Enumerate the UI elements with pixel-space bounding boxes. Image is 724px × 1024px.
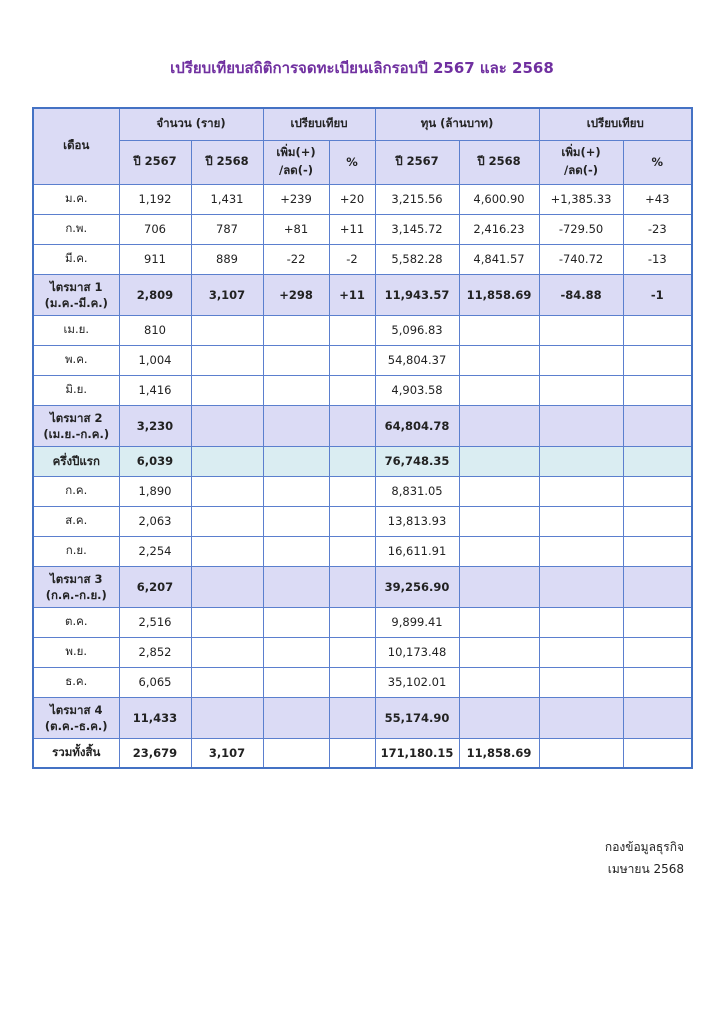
cell-kdiff [539, 375, 623, 405]
table-row [33, 184, 692, 214]
row-label: ก.พ. [33, 214, 119, 244]
row-label: ต.ค. [33, 607, 119, 637]
footer [605, 836, 684, 880]
cell-kdiff [539, 405, 623, 446]
cell-cdiff [263, 375, 329, 405]
cell-k67: 171,180.15 [375, 738, 459, 768]
cell-kpct: -13 [623, 244, 692, 274]
cell-k68 [459, 315, 539, 345]
cell-cdiff [263, 536, 329, 566]
cell-k68 [459, 446, 539, 476]
cell-cdiff [263, 405, 329, 446]
row-label: ส.ค. [33, 506, 119, 536]
header-capital-compare: เปรียบเทียบ [539, 108, 692, 140]
cell-kdiff [539, 697, 623, 738]
cell-cpct: -2 [329, 244, 375, 274]
change-line2: /ลด(-) [279, 163, 314, 177]
cell-c68 [191, 566, 263, 607]
cell-c68 [191, 446, 263, 476]
cell-c67: 1,192 [119, 184, 191, 214]
row-label: มิ.ย. [33, 375, 119, 405]
cell-cdiff [263, 506, 329, 536]
cell-cpct [329, 667, 375, 697]
cell-cpct [329, 476, 375, 506]
cell-cdiff [263, 607, 329, 637]
table-row [33, 214, 692, 244]
row-label-sub: (ก.ค.-ก.ย.) [45, 587, 107, 602]
cell-c67: 2,063 [119, 506, 191, 536]
cell-kdiff [539, 738, 623, 768]
header-month: เดือน [33, 108, 119, 184]
cell-kdiff [539, 345, 623, 375]
cell-cdiff [263, 566, 329, 607]
cell-k68 [459, 536, 539, 566]
quarter-row [33, 405, 692, 446]
cell-k68: 4,600.90 [459, 184, 539, 214]
cell-kpct [623, 476, 692, 506]
cell-cpct [329, 315, 375, 345]
cell-c67: 706 [119, 214, 191, 244]
row-label-main: ไตรมาส 1 [50, 279, 103, 294]
half-row [33, 446, 692, 476]
cell-k67: 4,903.58 [375, 375, 459, 405]
cell-cpct: +20 [329, 184, 375, 214]
row-label: มี.ค. [33, 244, 119, 274]
cell-c67: 2,516 [119, 607, 191, 637]
cell-kdiff [539, 536, 623, 566]
cell-c67: 1,004 [119, 345, 191, 375]
cell-kpct [623, 667, 692, 697]
cell-cdiff: -22 [263, 244, 329, 274]
cell-kpct [623, 607, 692, 637]
row-label-sub: (ต.ค.-ธ.ค.) [44, 718, 108, 733]
cell-kpct: -1 [623, 274, 692, 315]
row-label: ก.ย. [33, 536, 119, 566]
cell-c67: 911 [119, 244, 191, 274]
cell-kpct [623, 315, 692, 345]
cell-k67: 3,215.56 [375, 184, 459, 214]
cell-c68 [191, 315, 263, 345]
cell-kpct: +43 [623, 184, 692, 214]
cell-kpct [623, 536, 692, 566]
row-label [33, 566, 119, 607]
cell-k67: 11,943.57 [375, 274, 459, 315]
cell-kdiff [539, 476, 623, 506]
cell-k67: 5,096.83 [375, 315, 459, 345]
row-label: ครึ่งปีแรก [33, 446, 119, 476]
header-capital-year-2567: ปี 2567 [375, 140, 459, 184]
cell-c68: 3,107 [191, 738, 263, 768]
page-title: เปรียบเทียบสถิติการจดทะเบียนเลิกรอบปี 2567 และ 2568 [170, 59, 554, 77]
row-label [33, 405, 119, 446]
cell-cpct [329, 536, 375, 566]
table-body [33, 184, 692, 768]
table-row [33, 667, 692, 697]
row-label: รวมทั้งสิ้น [33, 738, 119, 768]
cell-cdiff [263, 637, 329, 667]
cell-cdiff [263, 345, 329, 375]
cell-c68 [191, 697, 263, 738]
cell-cpct [329, 637, 375, 667]
header-count-group: จำนวน (ราย) [119, 108, 263, 140]
cell-c67: 6,065 [119, 667, 191, 697]
cell-cdiff [263, 667, 329, 697]
table-row [33, 244, 692, 274]
cell-k67: 76,748.35 [375, 446, 459, 476]
cell-k68 [459, 476, 539, 506]
row-label: ม.ค. [33, 184, 119, 214]
table-row [33, 506, 692, 536]
cell-kdiff [539, 607, 623, 637]
cell-kdiff [539, 446, 623, 476]
cell-k68: 2,416.23 [459, 214, 539, 244]
cell-kdiff: +1,385.33 [539, 184, 623, 214]
cell-kdiff [539, 315, 623, 345]
cell-c67: 11,433 [119, 697, 191, 738]
footer-date: เมษายน 2568 [607, 862, 684, 876]
cell-c67: 1,416 [119, 375, 191, 405]
cell-c68 [191, 375, 263, 405]
header-capital-change [539, 140, 623, 184]
total-row [33, 738, 692, 768]
cell-c67: 3,230 [119, 405, 191, 446]
cell-kpct [623, 637, 692, 667]
table-row [33, 476, 692, 506]
cell-k68 [459, 345, 539, 375]
cell-k67: 8,831.05 [375, 476, 459, 506]
cell-k67: 35,102.01 [375, 667, 459, 697]
cell-k68: 4,841.57 [459, 244, 539, 274]
cell-k67: 16,611.91 [375, 536, 459, 566]
row-label: เม.ย. [33, 315, 119, 345]
cell-cpct: +11 [329, 214, 375, 244]
cell-k67: 5,582.28 [375, 244, 459, 274]
cell-kdiff [539, 506, 623, 536]
cell-k67: 10,173.48 [375, 637, 459, 667]
cell-k68 [459, 607, 539, 637]
cell-cdiff: +239 [263, 184, 329, 214]
cell-c68 [191, 607, 263, 637]
row-label [33, 274, 119, 315]
row-label: ก.ค. [33, 476, 119, 506]
cell-k68 [459, 697, 539, 738]
cell-k68 [459, 405, 539, 446]
cell-cpct [329, 345, 375, 375]
cell-cpct: +11 [329, 274, 375, 315]
header-count-year-2567: ปี 2567 [119, 140, 191, 184]
cell-c68 [191, 506, 263, 536]
statistics-table [32, 107, 693, 769]
cell-k67: 54,804.37 [375, 345, 459, 375]
cell-c68 [191, 476, 263, 506]
header-capital-year-2568: ปี 2568 [459, 140, 539, 184]
quarter-row [33, 274, 692, 315]
cell-k67: 9,899.41 [375, 607, 459, 637]
row-label: พ.ค. [33, 345, 119, 375]
cell-k67: 13,813.93 [375, 506, 459, 536]
table-row [33, 345, 692, 375]
cell-c68 [191, 667, 263, 697]
cell-k67: 39,256.90 [375, 566, 459, 607]
cell-k68: 11,858.69 [459, 738, 539, 768]
row-label-sub: (เม.ย.-ก.ค.) [43, 426, 110, 441]
table-row [33, 315, 692, 345]
cell-cdiff [263, 315, 329, 345]
cell-c68: 3,107 [191, 274, 263, 315]
cell-c68: 1,431 [191, 184, 263, 214]
cell-c68 [191, 536, 263, 566]
cell-cpct [329, 566, 375, 607]
cell-cdiff [263, 697, 329, 738]
cell-kdiff: -84.88 [539, 274, 623, 315]
quarter-row [33, 697, 692, 738]
row-label: พ.ย. [33, 637, 119, 667]
header-capital-pct: % [623, 140, 692, 184]
cell-kpct [623, 738, 692, 768]
cell-c67: 2,254 [119, 536, 191, 566]
cell-kpct [623, 345, 692, 375]
cell-cpct [329, 697, 375, 738]
header-count-compare: เปรียบเทียบ [263, 108, 375, 140]
change-line1: เพิ่ม(+) [561, 145, 601, 159]
table-row [33, 375, 692, 405]
cell-k68 [459, 506, 539, 536]
cell-cdiff [263, 738, 329, 768]
table-row [33, 536, 692, 566]
quarter-row [33, 566, 692, 607]
table-row [33, 607, 692, 637]
cell-cpct [329, 375, 375, 405]
cell-c67: 6,039 [119, 446, 191, 476]
cell-kpct [623, 566, 692, 607]
cell-kpct [623, 697, 692, 738]
row-label: ธ.ค. [33, 667, 119, 697]
cell-cpct [329, 607, 375, 637]
change-line2: /ลด(-) [564, 163, 599, 177]
cell-cdiff: +81 [263, 214, 329, 244]
cell-kdiff: -740.72 [539, 244, 623, 274]
cell-c67: 23,679 [119, 738, 191, 768]
cell-kpct [623, 405, 692, 446]
cell-k67: 64,804.78 [375, 405, 459, 446]
cell-cpct [329, 405, 375, 446]
cell-kpct [623, 446, 692, 476]
cell-k67: 3,145.72 [375, 214, 459, 244]
cell-kdiff: -729.50 [539, 214, 623, 244]
cell-c68 [191, 637, 263, 667]
cell-cpct [329, 506, 375, 536]
cell-c67: 2,852 [119, 637, 191, 667]
cell-kdiff [539, 637, 623, 667]
cell-c67: 2,809 [119, 274, 191, 315]
cell-k68 [459, 566, 539, 607]
cell-cdiff: +298 [263, 274, 329, 315]
header-count-year-2568: ปี 2568 [191, 140, 263, 184]
change-line1: เพิ่ม(+) [276, 145, 316, 159]
cell-c68 [191, 345, 263, 375]
cell-k68 [459, 637, 539, 667]
footer-department: กองข้อมูลธุรกิจ [604, 840, 684, 854]
cell-k68: 11,858.69 [459, 274, 539, 315]
cell-c68: 889 [191, 244, 263, 274]
cell-cdiff [263, 446, 329, 476]
row-label-main: ไตรมาส 3 [50, 571, 103, 586]
cell-k67: 55,174.90 [375, 697, 459, 738]
cell-kdiff [539, 667, 623, 697]
cell-kdiff [539, 566, 623, 607]
row-label-main: ไตรมาส 4 [50, 702, 103, 717]
cell-k68 [459, 375, 539, 405]
cell-cpct [329, 738, 375, 768]
header-count-change [263, 140, 329, 184]
cell-kpct [623, 375, 692, 405]
header-capital-group: ทุน (ล้านบาท) [375, 108, 539, 140]
cell-k68 [459, 667, 539, 697]
cell-c67: 6,207 [119, 566, 191, 607]
row-label-main: ไตรมาส 2 [50, 410, 103, 425]
cell-cdiff [263, 476, 329, 506]
cell-kpct: -23 [623, 214, 692, 244]
header-count-pct: % [329, 140, 375, 184]
cell-cpct [329, 446, 375, 476]
cell-c67: 810 [119, 315, 191, 345]
row-label-sub: (ม.ค.-มี.ค.) [44, 295, 108, 310]
cell-c67: 1,890 [119, 476, 191, 506]
table-row [33, 637, 692, 667]
row-label [33, 697, 119, 738]
cell-c68: 787 [191, 214, 263, 244]
cell-c68 [191, 405, 263, 446]
cell-kpct [623, 506, 692, 536]
